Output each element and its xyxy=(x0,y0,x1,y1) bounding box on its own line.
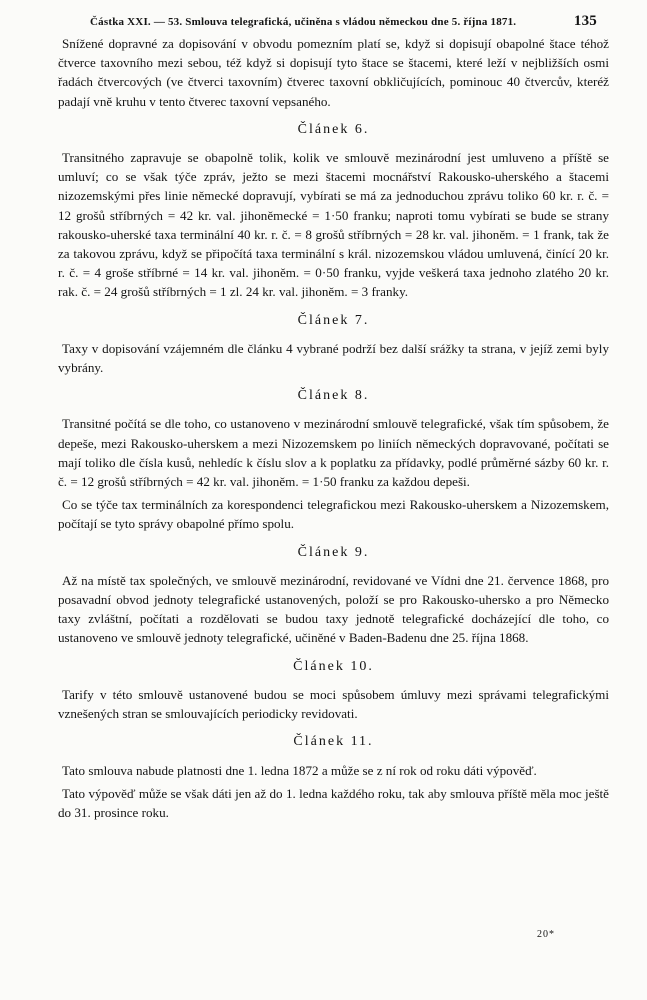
article-paragraph: Taxy v dopisování vzájemném dle článku 4 vybrané podrží bez další srážky ta strana, v jejíž zemi byly vybrány. xyxy=(58,340,609,376)
document-body xyxy=(58,34,609,822)
article-heading: Článek 6. xyxy=(297,121,370,137)
article-8 xyxy=(58,386,609,533)
article-heading: Článek 7. xyxy=(297,312,370,328)
page-header xyxy=(58,12,609,34)
article-heading: Článek 11. xyxy=(293,734,374,750)
article-heading: Článek 10. xyxy=(293,658,374,674)
article-7 xyxy=(58,311,609,378)
article-heading: Článek 8. xyxy=(297,388,370,404)
article-paragraph: Tarify v této smlouvě ustanovené budou se moci spůsobem úmluvy mezi správami telegrafickými vznešených stran se smlouvajících periodicky revidovati. xyxy=(58,686,609,722)
running-head: Částka XXI. — 53. Smlouva telegrafická, učiněna s vládou německou dne 5. října 1871. xyxy=(90,16,517,28)
article-6 xyxy=(58,120,609,302)
article-paragraph: Transitné počítá se dle toho, co ustanoveno v mezinárodní smlouvě telegrafické, však tím spůsobem, že depeše, mezi Rakousko-uherskem a mezi Nizozemskem po liniích německých dopravované, počítati se mají toliko dle čísla kusů, nehledíc k číslu slov a k poplatku za přídavky, podlé průměrné sázby 60 kr. r. č. = 12 grošů stříbrných = 42 kr. val. jihoněm. = 1·50 franku za každou depeši. xyxy=(58,416,609,490)
article-11 xyxy=(58,732,609,822)
article-paragraph: Tato výpověď může se však dáti jen až do 1. ledna každého roku, tak aby smlouva příště měla moc ještě do 31. prosince roku. xyxy=(58,785,609,820)
article-paragraph: Až na místě tax společných, ve smlouvě mezinárodní, revidované ve Vídni dne 21. července 1868, pro posavadní obvod jednoty telegrafické ustanovených, položí se pro Rakousko-uhersko a pro Německo taxy zvláštní, počítati a rozdělovati se budou taxy jednotě telegrafické docházející dle toho, co ustanoveno ve smlouvě jednoty telegrafické, učiněné v Baden-Badenu dne 25. října 1868. xyxy=(58,572,609,646)
intro-paragraph: Snížené dopravné za dopisování v obvodu pomezním platí se, když si dopisují obapolné štace téhož čtverce taxovního mezi sebou, též když si dopisují tyto štace se štacemi, které leží v nejbližších osmi řadách čtvercových (ve čtverci taxovním) čtverec taxovní obkličujících, pominouc 40 čtvercův, kteréž padají vně kruhu v tento čtverec taxovní vepsaného. xyxy=(58,36,609,109)
article-10 xyxy=(58,657,609,724)
article-heading: Článek 9. xyxy=(297,544,370,560)
page-number: 135 xyxy=(573,13,597,29)
article-9 xyxy=(58,543,609,648)
article-paragraph: Co se týče tax terminálních za korespondenci telegrafickou mezi Rakousko-uherskem a Nizozemskem, počítají se tyto správy obapolné přímo spolu. xyxy=(58,497,609,532)
article-paragraph: Tato smlouva nabude platnosti dne 1. ledna 1872 a může se z ní rok od roku dáti výpověď. xyxy=(62,762,537,778)
signature-mark: 20* xyxy=(537,929,555,940)
article-paragraph: Transitného zapravuje se obapolně tolik, kolik ve smlouvě mezinárodní jest umluveno a příště se umluví; co se však týče zpráv, ježto se mezi štacemi mocnářství Rakousko-uherského a štacemi nizozemskými přes linie německé dopravují, vybírati se má za jednoduchou zprávu toliko 60 kr. r. č. = 12 grošů stříbrných = 42 kr. val. jihoněmecké = 1·50 franku; naproti tomu vybírati se bude se strany rakousko-uherské taxa terminální 40 kr. r. č. = 8 grošů stříbrných = 28 kr. val. jihoněm. = 1 frank, tak že za takovou zprávu, když se připočítá taxa terminální s král. nizozemskou vládou umluvená, činící 20 kr. r. č. = 4 groše stříbrné = 14 kr. val. jihoněm. = 0·50 franku, vyjde veškerá taxa jednoho zlatého 20 kr. rak. č. = 24 grošů stříbrných = 1 zl. 24 kr. val. jihoněm. = 3 franky. xyxy=(58,150,609,300)
